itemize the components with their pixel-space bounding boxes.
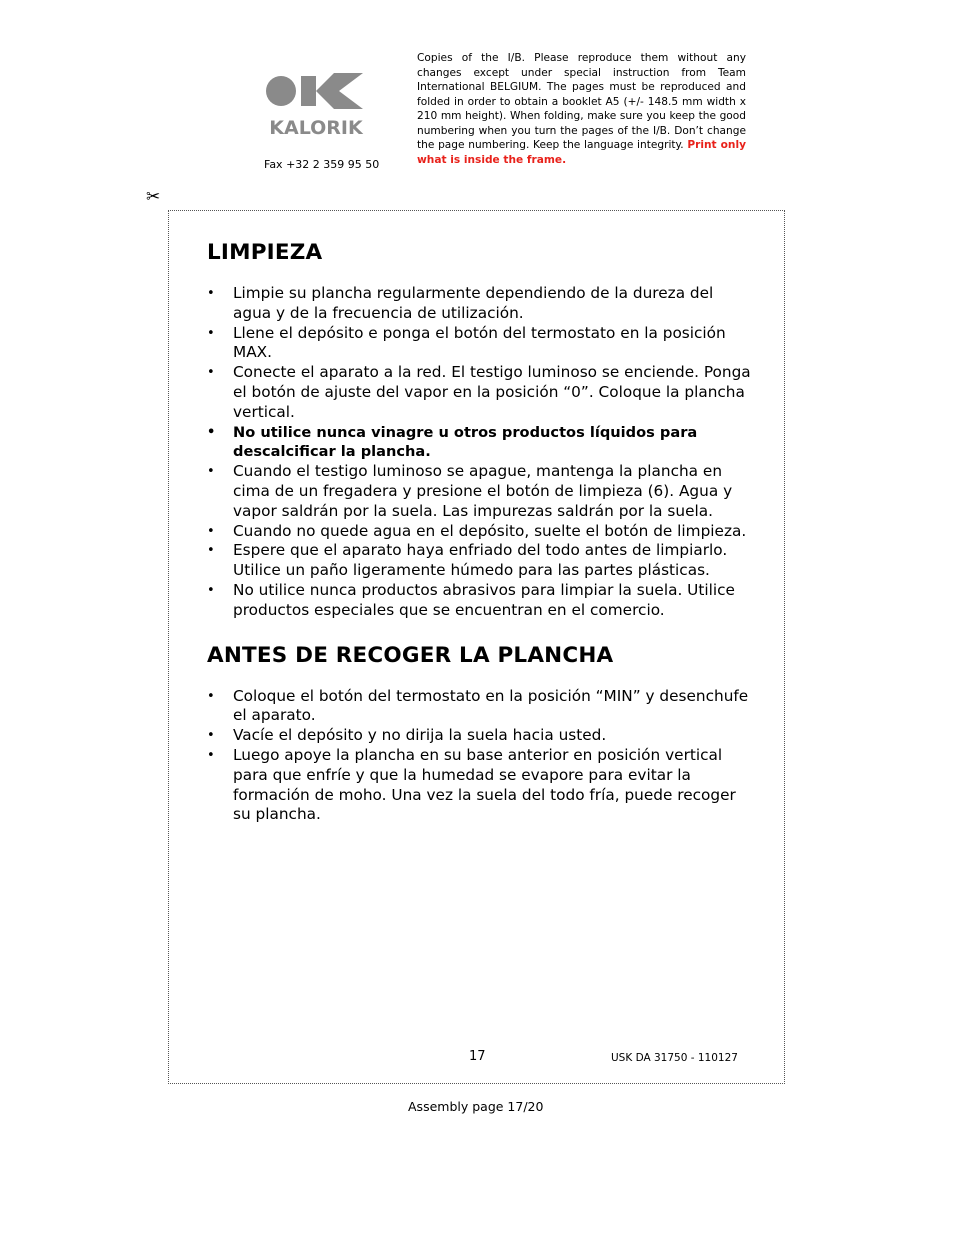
assembly-page: Assembly page 17/20: [408, 1099, 544, 1114]
list-item: • Conecte el aparato a la red. El testigo luminoso se enciende. Ponga el botón de ajuste del vapor en la posición “0”. Coloque la plancha vertical.: [207, 363, 752, 422]
list-item: • Cuando no quede agua en el depósito, suelte el botón de limpieza.: [207, 522, 752, 542]
print-instructions: [417, 51, 746, 167]
list-item: • Limpie su plancha regularmente dependiendo de la dureza del agua y de la frecuencia de utilización.: [207, 284, 752, 324]
antes-de-recoger-list: [207, 687, 752, 826]
print-frame-warning: Print only what is inside the frame.: [417, 139, 746, 166]
page-content: [207, 238, 752, 825]
section-title-antes-de-recoger: ANTES DE RECOGER LA PLANCHA: [207, 642, 614, 668]
list-item: • Llene el depósito e ponga el botón del termostato en la posición MAX.: [207, 324, 752, 364]
kalorik-logo: [264, 72, 368, 138]
list-item: • Luego apoye la plancha en su base anterior en posición vertical para que enfríe y que la humedad se evapore para evitar la formación de moho. Una vez la suela del todo fría, puede recoger su plancha.: [207, 746, 752, 825]
scissors-icon: ✂: [146, 187, 161, 207]
print-instructions-text: Copies of the I/B. Please reproduce them without any changes except under special instruction from Team International BELGIUM. The pages must be reproduced and folded in order to obtain a booklet A5 (+/- 148.5 mm width x 210 mm height). When folding, make sure you keep the good numbering when you turn the pages of the I/B. Don’t change the page numbering. Keep the language integrity.: [417, 52, 746, 151]
list-item-warning: • No utilice nunca vinagre u otros productos líquidos para descalcificar la plancha.: [207, 423, 752, 463]
logo-wordmark: KALORIK: [269, 117, 363, 138]
list-item: • Vacíe el depósito y no dirija la suela hacia usted.: [207, 726, 752, 746]
list-item: • No utilice nunca productos abrasivos para limpiar la suela. Utilice productos especiales que se encuentran en el comercio.: [207, 581, 752, 621]
page-number: 17: [469, 1049, 486, 1064]
document-id: USK DA 31750 - 110127: [611, 1052, 738, 1064]
list-item: • Espere que el aparato haya enfriado del todo antes de limpiarlo. Utilice un paño ligeramente húmedo para las partes plásticas.: [207, 541, 752, 581]
limpieza-list: [207, 284, 752, 621]
fax-number: Fax +32 2 359 95 50: [264, 158, 380, 171]
list-item: • Cuando el testigo luminoso se apague, mantenga la plancha en cima de un fregadera y presione el botón de limpieza (6). Agua y vapor saldrán por la suela. Las impurezas saldrán por la suela.: [207, 462, 752, 521]
list-item: • Coloque el botón del termostato en la posición “MIN” y desenchufe el aparato.: [207, 687, 752, 727]
section-title-limpieza: LIMPIEZA: [207, 240, 323, 265]
